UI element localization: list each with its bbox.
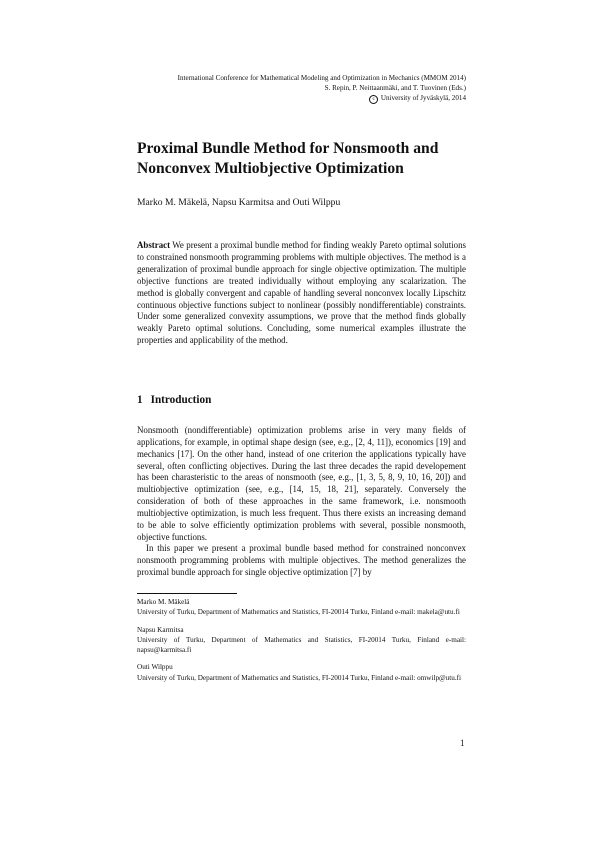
author-affiliations (137, 597, 466, 690)
title-line-2: Nonconvex Multiobjective Optimization (137, 159, 404, 177)
publisher-text: University of Jyväskylä, 2014 (380, 94, 466, 103)
conference-header (140, 73, 466, 104)
abstract-label: Abstract (137, 240, 171, 250)
affiliation-text: University of Turku, Department of Mathematics and Statistics, FI-20014 Turku, Finland e-mail: napsu@karmitsa.fi (137, 635, 466, 655)
copyright-line (140, 93, 466, 104)
section-title: Introduction (150, 394, 212, 406)
conference-line: International Conference for Mathematical Modeling and Optimization in Mechanics (MMOM 2014) (177, 74, 466, 82)
affiliation-note (137, 625, 466, 656)
author-list: Marko M. Mäkelä, Napsu Karmitsa and Outi Wilppu (137, 197, 341, 208)
affiliation-note (137, 662, 466, 683)
section-heading (137, 394, 211, 406)
affiliation-name: Marko M. Mäkelä (137, 598, 190, 606)
abstract (137, 240, 466, 347)
copyright-icon: c (369, 95, 378, 104)
section-number: 1 (137, 394, 143, 406)
paragraph: Nonsmooth (nondifferentiable) optimization problems arise in very many fields of applications, for example, in optimal shape design (see, e.g., [2, 4, 11]), economics [19] and mechanics [17]. On the other hand, instead of one criterion the applications typically have several, often conflicting objectives. During the last three decades the rapid developement has been charasteristic to the areas of nonsmooth (see, e.g., [1, 3, 5, 8, 9, 10, 16, 20]) and multiobjective optimization (see, e.g., [14, 15, 18, 21], separately. Conversely the consideration of both of these approaches in the same framework, i.e. nonsmooth multiobjective optimization, is much less frequent. Thus there exists an increasing demand to be able to solve efficiently optimization problems with several, possible nonsmooth, objective functions. (137, 425, 466, 542)
editors-line: S. Repin, P. Neittaanmäki, and T. Tuovinen (Eds.) (324, 84, 466, 93)
affiliation-text: University of Turku, Department of Mathematics and Statistics, FI-20014 Turku, Finland e-mail: omwilp@utu.fi (137, 673, 462, 682)
affiliation-name: Napsu Karmitsa (137, 625, 184, 634)
title-line-1: Proximal Bundle Method for Nonsmooth and (137, 140, 439, 157)
body-text (137, 425, 466, 579)
paragraph: In this paper we present a proximal bundle based method for constrained nonconvex nonsmooth programming problems with multiple objectives. The method generalizes the proximal bundle approach for single objective optimization [7] by (137, 543, 466, 578)
affiliation-text: University of Turku, Department of Mathematics and Statistics, FI-20014 Turku, Finland e-mail: makela@utu.fi (137, 608, 460, 617)
affiliation-note (137, 597, 466, 618)
footnote-divider (137, 593, 237, 594)
page-number: 1 (460, 738, 465, 748)
affiliation-name: Outi Wilppu (137, 663, 173, 672)
paper-title (137, 139, 467, 179)
abstract-text: We present a proximal bundle method for finding weakly Pareto optimal solutions to constrained nonsmooth programming problems with multiple objectives. The method is a generalization of proximal bundle approach for single objective optimization. The multiple objective functions are treated individually without employing any scalarization. The method is globally convergent and capable of handling several nonconvex locally Lipschitz continuous objective functions subject to nonlinear (possibly nondifferentiable) constraints. Under some generalized convexity assumptions, we prove that the method finds globally weakly Pareto optimal solutions. Concluding, some numerical examples illustrate the properties and applicability of the method. (137, 240, 466, 346)
